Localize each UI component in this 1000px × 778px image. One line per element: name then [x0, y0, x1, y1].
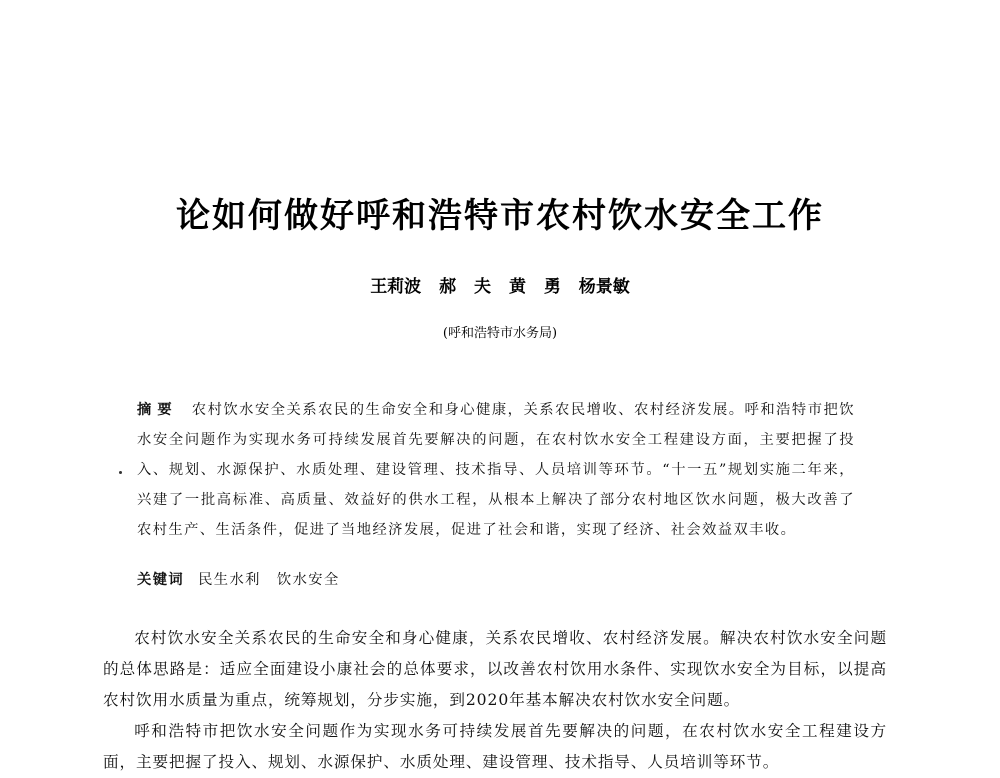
keywords-block [137, 568, 855, 592]
body-paragraph: 农村饮水安全关系农民的生命安全和身心健康，关系农民增收、农村经济发展。解决农村饮水安全问题的总体思路是：适应全面建设小康社会的总体要求，以改善农村饮用水条件、实现饮水安全为目标，以提高农村饮用水质量为重点，统筹规划，分步实施，到2020年基本解决农村饮水安全问题。 [103, 629, 887, 709]
author-list [0, 272, 1000, 297]
body-paragraph: 呼和浩特市把饮水安全问题作为实现水务可持续发展首先要解决的问题，在农村饮水安全工程建设方面，主要把握了投入、规划、水源保护、水质处理、建设管理、技术指导、人员培训等环节。 [103, 722, 887, 771]
author-name: 杨景敏 [578, 277, 630, 297]
author-name: 郝 [439, 277, 457, 297]
abstract-label: 摘要 [137, 402, 178, 418]
body-text [103, 623, 887, 778]
abstract-text: 农村饮水安全关系农民的生命安全和身心健康，关系农民增收、农村经济发展。呼和浩特市把饮水安全问题作为实现水务可持续发展首先要解决的问题，在农村饮水安全工程建设方面，主要把握了投入、规划、水源保护、水质处理、建设管理、技术指导、人员培训等环节。“十一五”规划实施二年来，兴建了一批高标准、高质量、效益好的供水工程，从根本上解决了部分农村地区饮水问题，极大改善了农村生产、生活条件，促进了当地经济发展，促进了社会和谐，实现了经济、社会效益双丰收。 [137, 402, 856, 538]
affiliation: (呼和浩特市水务局) [442, 326, 558, 341]
author-name: 勇 [543, 277, 561, 297]
keyword: 民生水利 [198, 572, 261, 588]
keyword: 饮水安全 [276, 572, 340, 588]
author-name: 夫 [474, 277, 492, 297]
keywords-label: 关键词 [137, 572, 185, 588]
abstract-block [137, 395, 855, 545]
paper-title: 论如何做好呼和浩特市农村饮水安全工作 [176, 196, 824, 236]
author-name: 黄 [508, 277, 526, 297]
speck-mark [119, 471, 122, 474]
author-name: 王莉波 [370, 277, 422, 297]
